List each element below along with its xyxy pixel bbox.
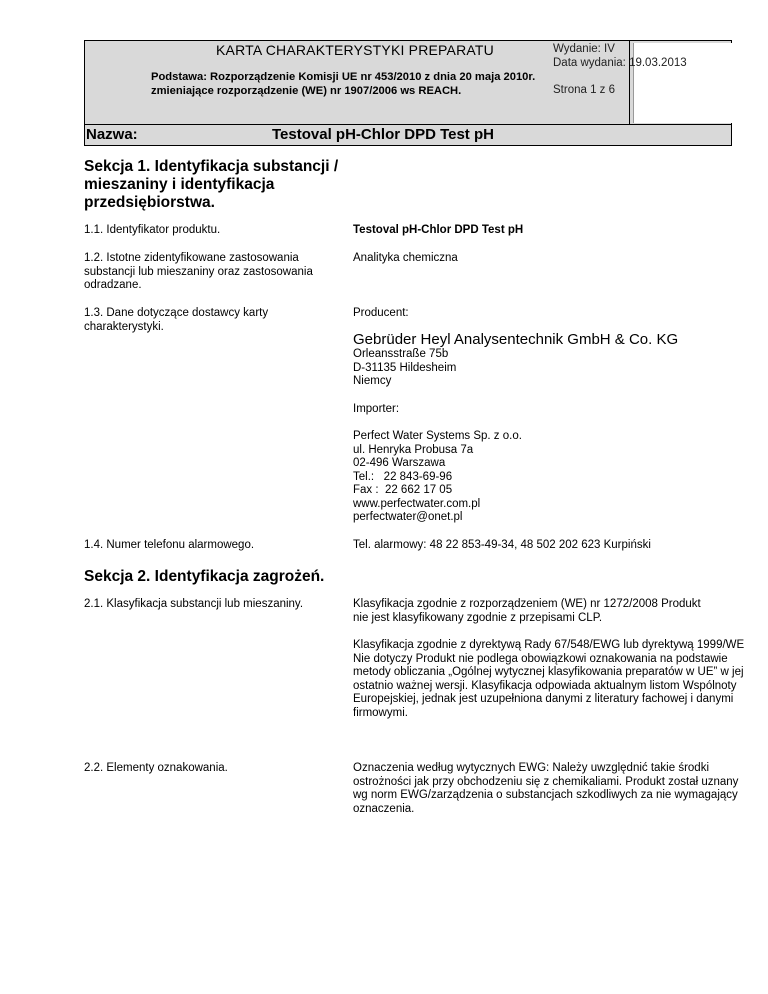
importer-line: ul. Henryka Probusa 7a (353, 443, 474, 456)
producer-label: Producent: (353, 307, 409, 319)
row-1-1-label: 1.1. Identyfikator produktu. (84, 224, 221, 236)
importer-line: perfectwater@onet.pl (353, 511, 463, 523)
page-number: Strona 1 z 6 (553, 84, 616, 96)
importer-line: www.perfectwater.com.pl (353, 497, 481, 510)
producer-line: D-31135 Hildesheim (353, 361, 457, 374)
producer-line: Orleansstraße 75b (353, 348, 449, 360)
section-2-heading: Sekcja 2. Identyfikacja zagrożeń. (84, 568, 325, 585)
importer-address (353, 430, 733, 525)
producer-name: Gebrüder Heyl Analysentechnik GmbH & Co. KG (353, 331, 679, 348)
row-2-2-value: Oznaczenia według wytycznych EWG: Należy uwzględnić takie środki ostrożności jak przy obchodzeniu się z chemikaliami. Produkt został uznany wg norm EWG/zarządzenia o substancjach szkodliwych za nie wymagający oznaczenia. (353, 762, 739, 815)
row-2-1-value-a: Klasyfikacja zgodnie z rozporządzeniem (WE) nr 1272/2008 Produkt nie jest klasyfikowany zgodnie z przepisami CLP. (353, 598, 701, 624)
row-1-2-label: 1.2. Istotne zidentyfikowane zastosowania substancji lub mieszaniny oraz zastosowania odradzane. (84, 252, 313, 291)
importer-line: 02-496 Warszawa (353, 457, 446, 469)
row-1-4-value: Tel. alarmowy: 48 22 853-49-34, 48 502 202 623 Kurpiński (353, 539, 651, 551)
header-logo-cell (85, 41, 148, 125)
issue-date: Data wydania: 19.03.2013 (553, 57, 687, 69)
legal-basis: Podstawa: Rozporządzenie Komisji UE nr 453/2010 z dnia 20 maja 2010r. zmieniające rozporządzenie (WE) nr 1907/2006 ws REACH. (151, 71, 536, 97)
section-1-heading: Sekcja 1. Identyfikacja substancji / mieszaniny i identyfikacja przedsiębiorstwa. (84, 158, 339, 211)
producer-line: Niemcy (353, 375, 392, 387)
edition: Wydanie: IV (553, 43, 615, 55)
importer-line: Perfect Water Systems Sp. z o.o. (353, 430, 522, 442)
row-1-1-value: Testoval pH-Chlor DPD Test pH (353, 224, 524, 236)
row-2-2-label: 2.2. Elementy oznakowania. (84, 762, 228, 774)
row-2-1-label: 2.1. Klasyfikacja substancji lub mieszaniny. (84, 598, 304, 610)
producer-address (353, 348, 733, 389)
importer-line: Fax : 22 662 17 05 (353, 484, 453, 496)
row-1-4-label: 1.4. Numer telefonu alarmowego. (84, 539, 255, 551)
product-name: Testoval pH-Chlor DPD Test pH (272, 126, 494, 143)
header-meta-cell (633, 43, 768, 123)
row-1-3-label: 1.3. Dane dotyczące dostawcy karty charakterystyki. (84, 307, 269, 333)
importer-label: Importer: (353, 403, 400, 415)
row-1-2-value: Analityka chemiczna (353, 252, 458, 264)
row-2-1-value-b: Klasyfikacja zgodnie z dyrektywą Rady 67/548/EWG lub dyrektywą 1999/WE Nie dotyczy Produkt nie podlega obowiązkowi oznakowania na podstawie metody obliczania „Ogólnej wytycznej klasyfikowania preparatów w UE” w jej ostatnio ważnej wersji. Klasyfikacja odpowiada aktualnym listom Wspólnoty Europejskiej, jednak jest uzupełniona danymi z literatury fachowej i danymi firmowymi. (353, 639, 745, 719)
importer-line: Tel.: 22 843-69-96 (353, 470, 453, 483)
name-label: Nazwa: (86, 126, 138, 143)
document-title: KARTA CHARAKTERYSTYKI PREPARATU (216, 42, 494, 58)
